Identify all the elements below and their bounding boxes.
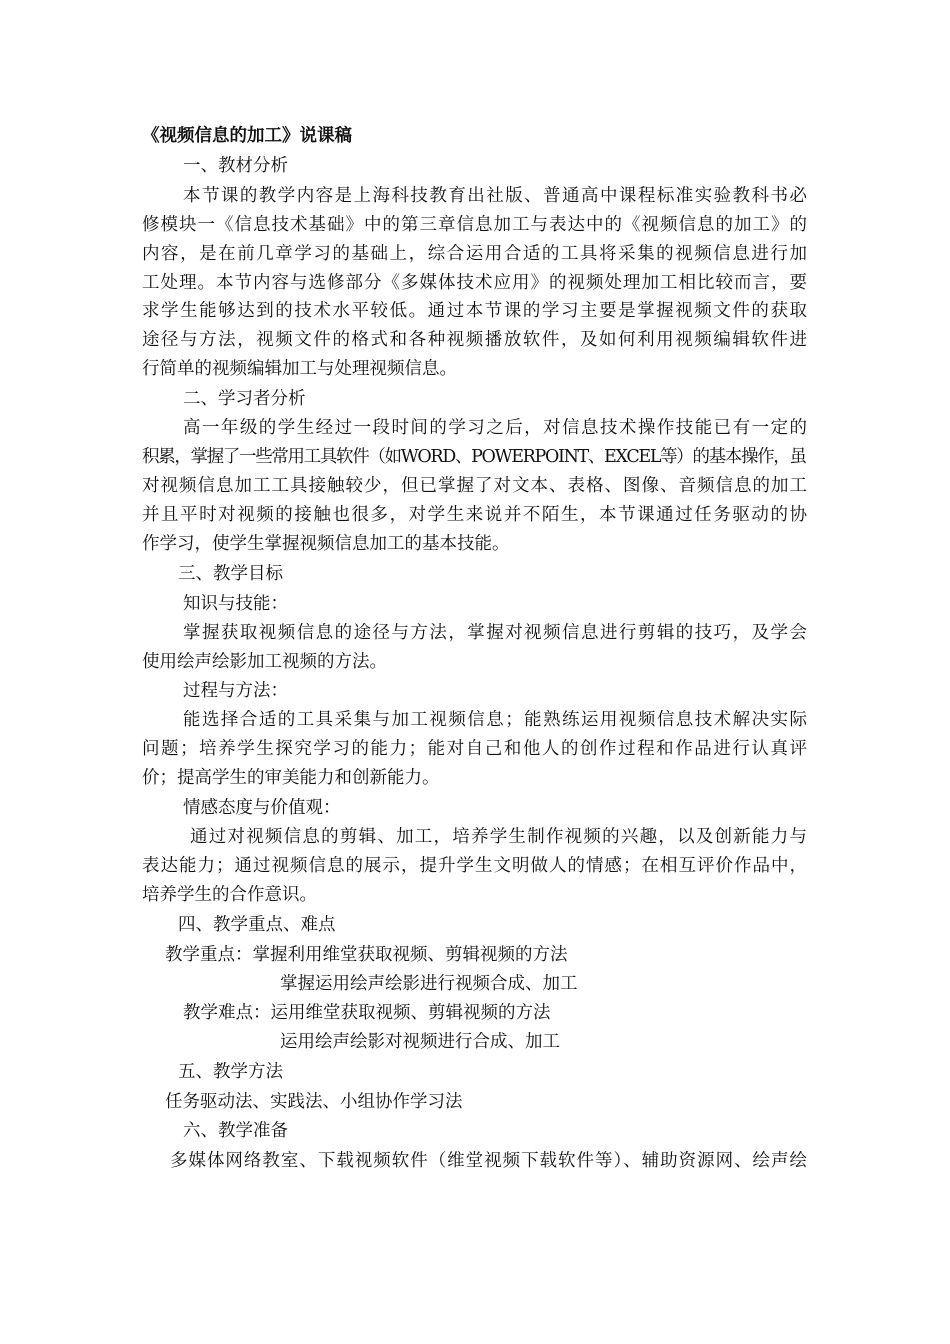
paragraph-line: 使用绘声绘影加工视频的方法。 — [142, 652, 387, 672]
paragraph-line: 四、教学重点、难点 — [178, 915, 336, 935]
paragraph-line: 五、教学方法 — [178, 1062, 283, 1082]
paragraph-line: 知识与技能： — [183, 594, 288, 614]
paragraph-line: 通过对视频信息的剪辑、加工，培养学生制作视频的兴趣，以及创新能力与 — [190, 827, 809, 847]
paragraph-line: 能选择合适的工具采集与加工视频信息；能熟练运用视频信息技术解决实际 — [183, 710, 809, 730]
paragraph-line: 过程与方法： — [183, 681, 288, 701]
paragraph-line: 二、学习者分析 — [183, 389, 306, 409]
paragraph-line: 掌握运用绘声绘影进行视频合成、加工 — [280, 974, 578, 994]
paragraph-line: 高一年级的学生经过一段时间的学习之后，对信息技术操作技能已有一定的 — [183, 418, 809, 438]
paragraph-line: 情感态度与价值观： — [183, 798, 341, 818]
paragraph-line: 对视频信息加工工具接触较少，但已掌握了对文本、表格、图像、音频信息的加工 — [142, 476, 808, 496]
paragraph-line: 积累，掌握了一些常用工具软件（如WORD、POWERPOINT、EXCEL等）的基本操作，虽 — [142, 447, 806, 467]
document-title: 《视频信息的加工》说课稿 — [142, 126, 352, 146]
paragraph-line: 求学生能够达到的技术水平较低。通过本节课的学习主要是掌握视频文件的获取 — [142, 301, 809, 321]
paragraph-line: 教学难点：运用维堂获取视频、剪辑视频的方法 — [183, 1003, 551, 1023]
paragraph-line: 表达能力；通过视频信息的展示，提升学生文明做人的情感；在相互评价作品中， — [142, 856, 808, 876]
paragraph-line: 行简单的视频编辑加工与处理视频信息。 — [142, 359, 457, 379]
paragraph-line: 作学习，使学生掌握视频信息加工的基本技能。 — [142, 534, 510, 554]
paragraph-line: 培养学生的合作意识。 — [142, 885, 317, 905]
paragraph-line: 掌握获取视频信息的途径与方法，掌握对视频信息进行剪辑的技巧，及学会 — [183, 623, 809, 643]
paragraph-line: 教学重点：掌握利用维堂获取视频、剪辑视频的方法 — [165, 945, 568, 965]
paragraph-line: 运用绘声绘影对视频进行合成、加工 — [280, 1032, 560, 1052]
paragraph-line: 三、教学目标 — [178, 564, 283, 584]
paragraph-line: 多媒体网络教室、下载视频软件（维堂视频下载软件等）、辅助资源网、绘声绘 — [170, 1151, 808, 1171]
paragraph-line: 一、教材分析 — [183, 156, 288, 176]
paragraph-line: 本节课的教学内容是上海科技教育出社版、普通高中课程标准实验教科书必 — [183, 186, 809, 206]
paragraph-line: 内容，是在前几章学习的基础上，综合运用合适的工具将采集的视频信息进行加 — [142, 244, 809, 264]
paragraph-line: 六、教学准备 — [183, 1121, 288, 1141]
paragraph-line: 工处理。本节内容与选修部分《多媒体技术应用》的视频处理加工相比较而言，要 — [142, 273, 808, 293]
paragraph-line: 并且平时对视频的接触也很多，对学生来说并不陌生，本节课通过任务驱动的协 — [142, 505, 809, 525]
paragraph-line: 修模块一《信息技术基础》中的第三章信息加工与表达中的《视频信息的加工》的 — [142, 215, 808, 235]
paragraph-line: 任务驱动法、实践法、小组协作学习法 — [165, 1092, 463, 1112]
paragraph-line: 途径与方法，视频文件的格式和各种视频播放软件，及如何利用视频编辑软件进 — [142, 330, 809, 350]
paragraph-line: 问题；培养学生探究学习的能力；能对自己和他人的创作过程和作品进行认真评 — [142, 739, 809, 759]
paragraph-line: 价；提高学生的审美能力和创新能力。 — [142, 768, 440, 788]
